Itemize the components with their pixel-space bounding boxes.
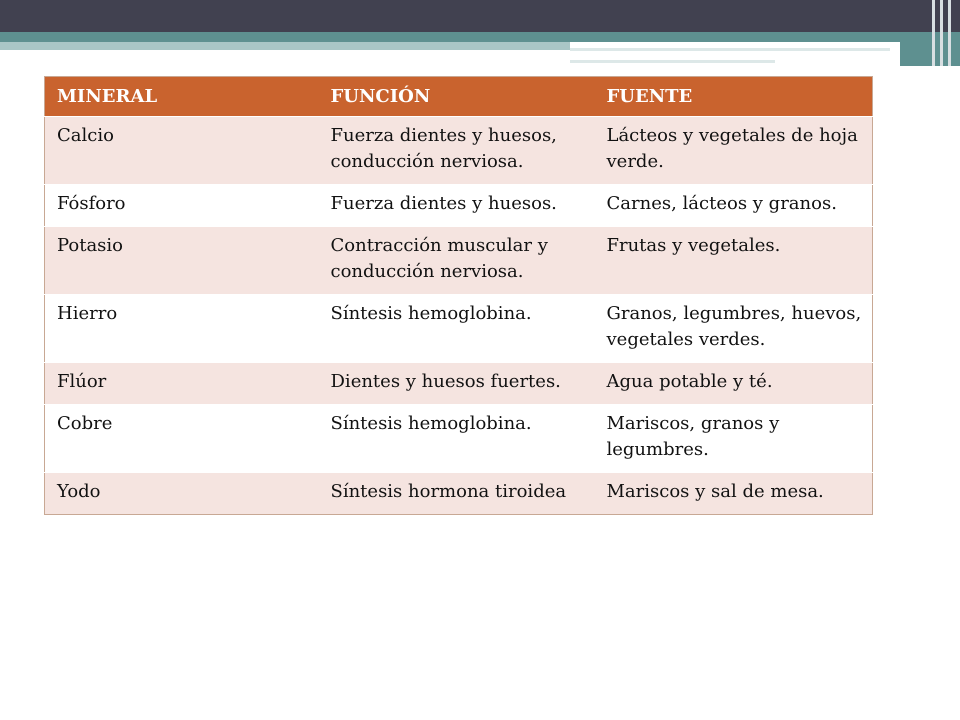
table-row <box>45 227 873 295</box>
cell-mineral: Potasio <box>45 227 319 295</box>
cell-funcion: Fuerza dientes y huesos. <box>319 185 595 227</box>
header-stripe <box>948 0 951 66</box>
table-row <box>45 295 873 363</box>
cell-fuente: Agua potable y té. <box>595 363 873 405</box>
cell-fuente: Mariscos, granos y legumbres. <box>595 405 873 473</box>
cell-funcion: Síntesis hemoglobina. <box>319 405 595 473</box>
table-row <box>45 405 873 473</box>
cell-fuente: Granos, legumbres, huevos, vegetales verdes. <box>595 295 873 363</box>
table-header-row <box>45 77 873 117</box>
cell-fuente: Frutas y vegetales. <box>595 227 873 295</box>
header-stripe <box>932 0 935 66</box>
header-line <box>570 60 775 63</box>
cell-funcion: Contracción muscular y conducción nerviosa. <box>319 227 595 295</box>
table-row <box>45 473 873 515</box>
cell-funcion: Síntesis hormona tiroidea <box>319 473 595 515</box>
table-row <box>45 363 873 405</box>
header-stripe <box>940 0 943 66</box>
header-band-tail <box>900 42 960 66</box>
cell-fuente: Lácteos y vegetales de hoja verde. <box>595 117 873 185</box>
cell-funcion: Síntesis hemoglobina. <box>319 295 595 363</box>
header-band-dark <box>0 0 960 32</box>
minerals-table <box>44 76 873 515</box>
table-row <box>45 117 873 185</box>
cell-fuente: Carnes, lácteos y granos. <box>595 185 873 227</box>
header-line <box>570 48 890 51</box>
table-row <box>45 185 873 227</box>
cell-funcion: Fuerza dientes y huesos, conducción nerviosa. <box>319 117 595 185</box>
cell-funcion: Dientes y huesos fuertes. <box>319 363 595 405</box>
header-band-light <box>0 42 570 50</box>
cell-fuente: Mariscos y sal de mesa. <box>595 473 873 515</box>
cell-mineral: Flúor <box>45 363 319 405</box>
cell-mineral: Yodo <box>45 473 319 515</box>
cell-mineral: Calcio <box>45 117 319 185</box>
column-header-funcion: FUNCIÓN <box>319 77 595 117</box>
column-header-fuente: FUENTE <box>595 77 873 117</box>
header-band-teal <box>0 32 960 42</box>
cell-mineral: Hierro <box>45 295 319 363</box>
cell-mineral: Cobre <box>45 405 319 473</box>
column-header-mineral: MINERAL <box>45 77 319 117</box>
cell-mineral: Fósforo <box>45 185 319 227</box>
